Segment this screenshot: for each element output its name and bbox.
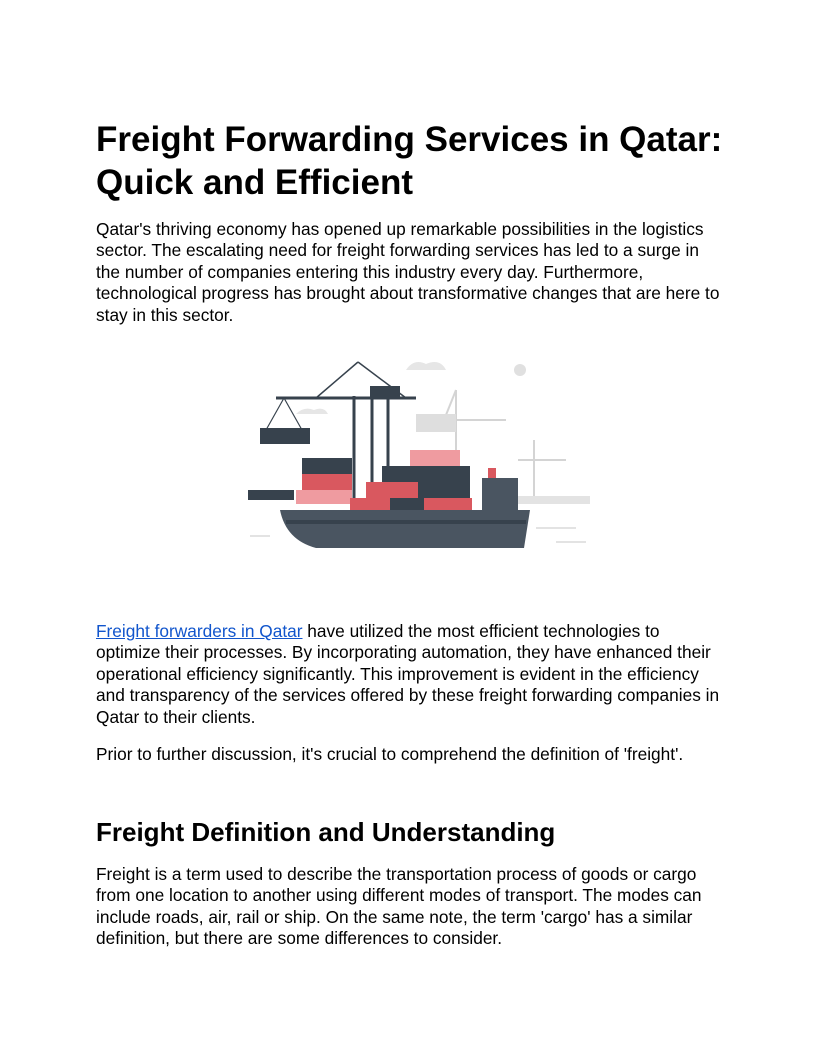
sun-circle [514,364,526,376]
container-stack [296,450,472,514]
hanging-container [260,428,310,444]
cloud-shape [296,409,328,414]
background-container [416,414,456,432]
prior-discussion-paragraph: Prior to further discussion, it's crucial to comprehend the definition of 'freight'. [96,744,684,764]
cargo-ship-illustration [246,350,592,570]
forwarders-paragraph-text: have utilized the most efficient technologies to optimize their processes. By incorporating automation, they have enhanced their operational efficiency significantly. This improvement is evident in the efficiency and transparency of the services offered by these freight forwarding companies in Qatar to their clients. [96,621,720,727]
forwarders-paragraph [96,621,726,728]
intro-paragraph: Qatar's thriving economy has opened up remarkable possibilities in the logistics sector. The escalating need for freight forwarding services has led to a surge in the number of companies entering this industry every day. Furthermore, technological progress has brought about transformative changes that are here to stay in this sector. [96,219,720,325]
dock-beam [248,490,294,500]
ship-hull [280,510,530,548]
article-title: Freight Forwarding Services in Qatar: Quick and Efficient [96,120,723,202]
crane-cabin [370,386,400,398]
section-heading: Freight Definition and Understanding [96,817,556,847]
ship-funnel [488,468,496,478]
ship-bridge [482,478,518,514]
cloud-shape [406,362,446,370]
hull-stripe [286,520,526,524]
freight-forwarders-link[interactable]: Freight forwarders in Qatar [96,621,303,641]
freight-definition-paragraph: Freight is a term used to describe the transportation process of goods or cargo from one location to another using different modes of transport. The modes can include roads, air, rail or ship. On the same note, the term 'cargo' has a similar definition, but there are some differences to consider. [96,864,702,949]
